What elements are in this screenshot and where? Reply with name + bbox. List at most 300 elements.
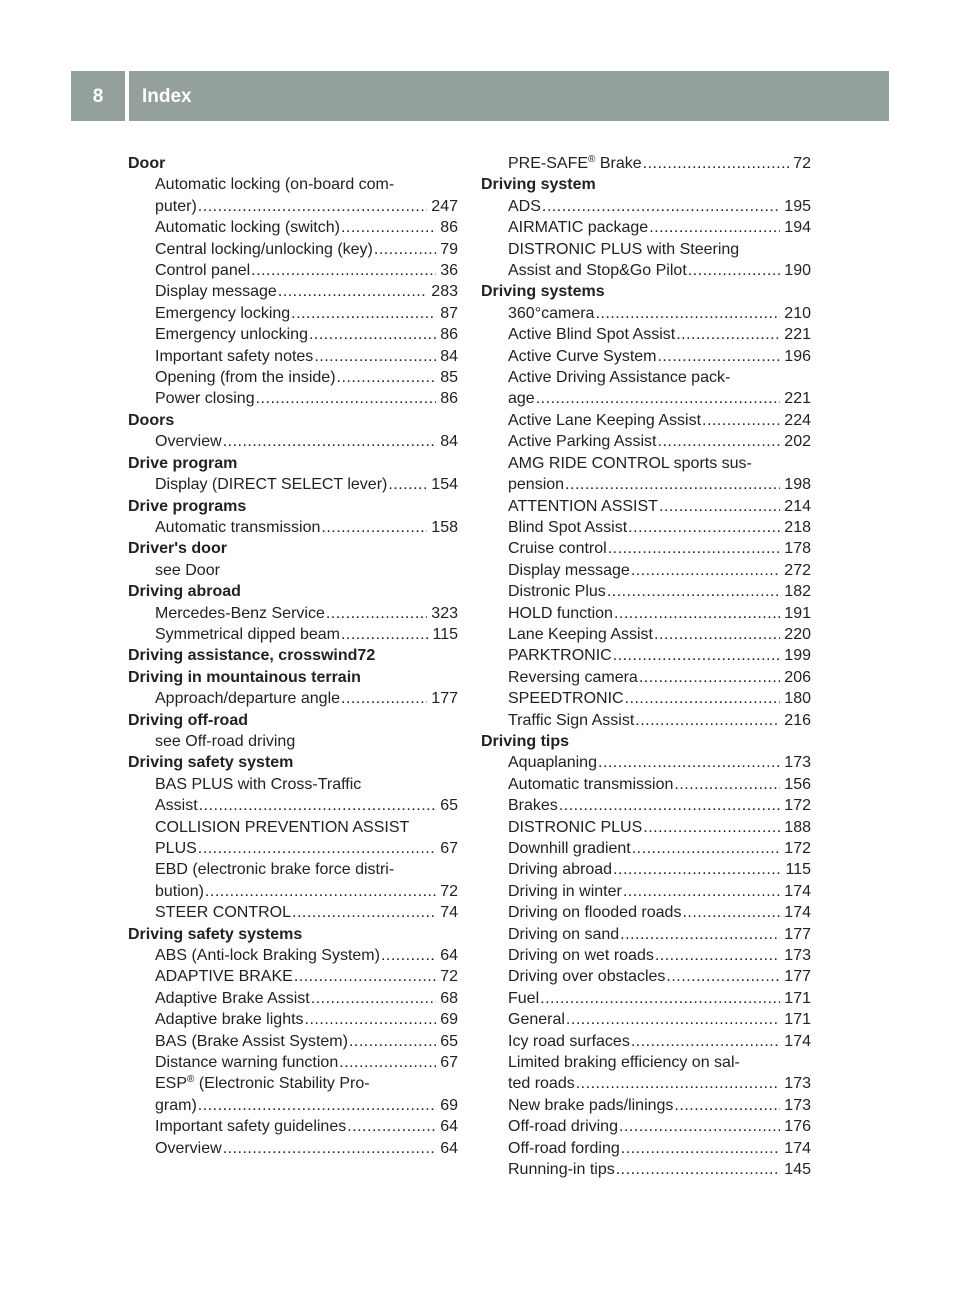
dot-leader [536,388,781,409]
entry-text: Blind Spot Assist [508,518,628,536]
entry-label [508,196,541,217]
entry-text: gram) [155,1096,197,1114]
entry-label [508,431,657,452]
entry-text: Distronic Plus [508,583,606,601]
entry-label [155,346,313,367]
entry-label [508,603,613,624]
index-entry [481,1116,811,1137]
entry-text: see Off-road driving [155,732,296,750]
dot-leader [199,795,437,816]
dot-leader [566,1009,780,1030]
index-heading: Driving systems [481,283,605,301]
index-entry [128,239,458,260]
dot-leader [621,1138,781,1159]
entry-text: Lane Keeping Assist [508,625,653,643]
page-ref: 202 [784,433,811,451]
entry-text: ATTENTION ASSIST [508,497,658,515]
entry-text: New brake pads/linings [508,1096,674,1114]
entry-text: Running-in tips [508,1161,615,1179]
entry-label [508,667,638,688]
entry-text: Cruise control [508,540,607,558]
entry-label [508,924,619,945]
entry-label [508,153,642,174]
index-entry [128,1031,458,1052]
entry-text: age [508,390,535,408]
entry-text: Traffic Sign Assist [508,711,635,729]
index-entry [128,881,458,902]
entry-label [508,966,665,987]
index-entry-text [128,174,458,195]
entry-text: Aquaplaning [508,754,597,772]
page-ref: 72 [357,647,376,665]
entry-text: PLUS [155,840,197,857]
index-entry [481,196,811,217]
entry-text: Display (DIRECT SELECT lever) [155,476,388,494]
page-ref: 214 [784,497,811,515]
index-heading: Drive program [128,454,238,472]
page-ref: 86 [440,219,458,237]
index-entry-text [128,817,458,838]
entry-text: Assist and Stop&Go Pilot [508,262,687,280]
entry-label [508,795,558,816]
page-ref: 188 [784,818,811,836]
entry-text: Mercedes-Benz Service [155,604,325,622]
entry-text: AMG RIDE CONTROL sports sus- [508,454,752,472]
entry-text: Off-road fording [508,1139,620,1157]
index-entry [481,624,811,645]
entry-text: Brake [595,155,642,172]
page-ref: 115 [785,861,811,879]
page-ref: 69 [440,1096,458,1114]
page-ref: 85 [440,369,458,387]
heading-text: Driving assistance, crosswind [128,647,358,665]
entry-label [508,945,654,966]
entry-text: ADAPTIVE BRAKE [155,968,293,986]
entry-label [155,688,340,709]
index-entry-text [481,367,811,388]
index-entry [481,324,811,345]
entry-text: Automatic transmission [508,775,674,793]
index-entry [128,324,458,345]
index-entry [481,859,811,880]
index-entry [481,752,811,773]
entry-label [508,538,607,559]
entry-text: ABS (Anti-lock Braking System) [155,947,380,965]
index-entry [128,795,458,816]
index-entry [481,710,811,731]
entry-text: BAS (Brake Assist System) [155,1032,348,1050]
index-entry [128,624,458,645]
dot-leader [251,260,436,281]
page-ref: 74 [440,904,458,922]
entry-label [155,303,290,324]
page-ref: 173 [784,754,811,772]
index-entry [481,474,811,495]
index-heading: Door [128,155,166,172]
entry-text: AIRMATIC package [508,219,649,237]
entry-label [508,624,653,645]
entry-text: BAS PLUS with Cross-Traffic [155,775,362,793]
dot-leader [666,966,780,987]
page-ref: 64 [440,1118,458,1136]
index-entry-text [481,453,811,474]
page-number: 8 [92,86,104,107]
dot-leader [608,538,781,559]
entry-label [508,517,627,538]
dot-leader [658,431,781,452]
entry-label [155,324,308,345]
page-ref: 283 [431,283,458,301]
dot-leader [635,710,780,731]
entry-text: Adaptive brake lights [155,1011,304,1029]
entry-label [155,966,293,987]
dot-leader [659,496,780,517]
index-column-right [481,153,811,1181]
index-entry [481,260,811,281]
entry-label [155,1095,197,1116]
dot-leader [639,667,780,688]
entry-label [508,1159,615,1180]
entry-label [155,1052,338,1073]
entry-label [508,1138,620,1159]
page-ref: 177 [784,968,811,986]
dot-leader [337,367,437,388]
page-ref: 173 [784,1096,811,1114]
index-entry [128,1138,458,1159]
dot-leader [565,474,780,495]
entry-label [508,688,624,709]
entry-text: Adaptive Brake Assist [155,989,310,1007]
index-entry [128,688,458,709]
dot-leader [625,688,781,709]
dot-leader [559,795,781,816]
dot-leader [341,624,429,645]
page-ref: 176 [784,1118,811,1136]
dot-leader [292,902,436,923]
entry-text: Off-road driving [508,1118,618,1136]
page-ref: 67 [440,1054,458,1072]
entry-label [508,1073,575,1094]
entry-text: Fuel [508,989,540,1007]
entry-text: SPEEDTRONIC [508,690,624,708]
index-entry [481,603,811,624]
dot-leader [205,881,436,902]
page-ref: 174 [784,1032,811,1050]
entry-text: Automatic transmission [155,518,321,536]
dot-leader [339,1052,436,1073]
index-entry [128,1052,458,1073]
entry-text: Active Curve System [508,347,657,365]
entry-label [155,367,336,388]
page-ref: 221 [784,326,811,344]
entry-text: Emergency locking [155,304,291,322]
entry-label [155,624,340,645]
index-heading: Driver's door [128,540,227,558]
dot-leader [341,688,427,709]
entry-text: Assist [155,797,198,815]
entry-label [508,645,612,666]
index-heading: Driving off-road [128,711,248,729]
entry-label [508,752,597,773]
index-entry [481,581,811,602]
index-entry [481,645,811,666]
index-heading: Driving safety systems [128,925,303,943]
dot-leader [657,346,780,367]
index-entry [128,1009,458,1030]
index-entry [128,260,458,281]
index-entry-text [128,859,458,880]
dot-leader [223,431,437,452]
page-ref: 195 [784,197,811,215]
entry-text: ted roads [508,1075,575,1093]
entry-label [155,1116,346,1137]
dot-leader [616,1159,781,1180]
entry-label [155,217,340,238]
index-entry [481,924,811,945]
section-title: Index [142,86,192,107]
index-entry [481,688,811,709]
index-entry [481,774,811,795]
page-ref: 156 [784,775,811,793]
entry-text: HOLD function [508,604,613,622]
page-ref: 86 [440,326,458,344]
dot-leader [682,902,780,923]
index-entry [481,795,811,816]
index-entry [481,966,811,987]
dot-leader [540,988,780,1009]
entry-text: Overview [155,1139,222,1157]
page-ref: 174 [784,882,811,900]
index-heading: Driving in mountainous terrain [128,668,361,686]
entry-text: Driving over obstacles [508,968,666,986]
page-ref: 65 [440,1032,458,1050]
entry-text: Power closing [155,390,255,408]
index-entry-text [481,239,811,260]
page-ref: 86 [440,390,458,408]
index-entry [128,474,458,495]
page-ref: 171 [784,989,811,1007]
index-heading [128,645,458,666]
entry-label [155,517,320,538]
entry-text: Automatic locking (on-board com- [155,176,395,194]
page-ref: 216 [784,711,811,729]
entry-label [155,988,310,1009]
entry-text: Active Driving Assistance pack- [508,369,731,387]
index-heading: Drive programs [128,497,247,515]
entry-label [155,474,387,495]
page-ref: 158 [431,518,458,536]
entry-text: Central locking/unlocking (key) [155,240,373,258]
dot-leader [341,217,436,238]
entry-text: Control panel [155,262,251,280]
index-entry [481,538,811,559]
entry-text: Driving on sand [508,925,620,943]
page-ref: 72 [440,968,458,986]
index-entry-text [481,1052,811,1073]
entry-text: Overview [155,433,222,451]
entry-label [508,388,535,409]
page-ref: 177 [784,925,811,943]
index-entry [128,1095,458,1116]
index-entry [481,153,811,174]
index-entry [128,988,458,1009]
entry-text: Approach/departure angle [155,690,341,708]
index-entry [481,667,811,688]
entry-label [508,410,701,431]
page-ref: 65 [440,797,458,815]
dot-leader [614,603,780,624]
page-ref: 64 [440,1139,458,1157]
dot-leader [643,817,780,838]
page-ref: 198 [784,476,811,494]
index-entry-text [128,774,458,795]
dot-leader [309,324,436,345]
index-entry [481,1159,811,1180]
entry-label [508,902,681,923]
entry-text: Driving in winter [508,882,622,900]
dot-leader [595,303,780,324]
index-entry [481,945,811,966]
dot-leader [649,217,780,238]
entry-text: see Door [155,561,220,579]
entry-text: STEER CONTROL [155,904,292,922]
dot-leader [198,196,428,217]
dot-leader [631,1031,780,1052]
index-entry [481,881,811,902]
page-ref: 174 [784,904,811,922]
dot-leader [311,988,436,1009]
entry-text: Automatic locking (switch) [155,219,340,237]
entry-label [508,1031,630,1052]
page-ref: 172 [784,797,811,815]
entry-text: Reversing camera [508,668,638,686]
entry-text: Important safety guidelines [155,1118,347,1136]
page-ref: 69 [440,1011,458,1029]
dot-leader [388,474,427,495]
dot-leader [198,838,436,859]
index-entry [128,196,458,217]
page-ref: 247 [431,197,458,215]
registered-mark: ® [588,154,596,165]
entry-label [508,817,642,838]
entry-text: Limited braking efficiency on sal- [508,1054,740,1072]
dot-leader [326,603,427,624]
entry-text: Distance warning function [155,1054,339,1072]
index-heading: Doors [128,411,175,429]
dot-leader [598,752,780,773]
dot-leader [291,303,436,324]
entry-label [508,1116,618,1137]
entry-label [155,388,255,409]
index-entry [128,902,458,923]
index-entry [481,388,811,409]
index-heading: Driving system [481,176,596,194]
entry-text: (Electronic Stability Pro- [194,1075,370,1093]
page-ref: 206 [784,668,811,686]
entry-label [508,303,594,324]
index-heading: Driving safety system [128,754,294,772]
entry-label [155,196,197,217]
dot-leader [654,624,780,645]
entry-label [508,346,656,367]
index-entry [481,817,811,838]
entry-text: Opening (from the inside) [155,369,336,387]
index-entry [481,838,811,859]
dot-leader [613,645,781,666]
page-ref: 272 [784,561,811,579]
page-ref: 218 [784,518,811,536]
entry-text: Driving on flooded roads [508,904,682,922]
index-entry [481,902,811,923]
entry-text: General [508,1011,565,1029]
dot-leader [381,945,436,966]
index-entry [481,410,811,431]
index-entry [481,1138,811,1159]
dot-leader [674,1095,780,1116]
dot-leader [576,1073,781,1094]
index-entry [128,388,458,409]
page-ref: 196 [784,347,811,365]
entry-text: Brakes [508,797,558,815]
entry-label [155,239,373,260]
page-ref: 72 [793,155,811,172]
header-divider [125,71,129,121]
index-heading: Driving abroad [128,583,241,601]
page-ref: 171 [784,1011,811,1029]
entry-text: Active Blind Spot Assist [508,326,676,344]
dot-leader [278,281,427,302]
page-ref: 177 [431,690,458,708]
entry-text: Display message [155,283,277,301]
page-ref: 87 [440,304,458,322]
entry-text: ADS [508,197,541,215]
page-ref: 79 [440,240,458,258]
dot-leader [613,859,781,880]
entry-text: Driving on wet roads [508,947,654,965]
dot-leader [632,838,781,859]
entry-text: PARKTRONIC [508,647,612,665]
dot-leader [294,966,436,987]
index-entry [128,346,458,367]
page-ref: 191 [784,604,811,622]
entry-text: DISTRONIC PLUS [508,818,643,836]
dot-leader [623,881,780,902]
entry-text: Active Parking Assist [508,433,657,451]
entry-text: puter) [155,197,197,215]
entry-text: pension [508,476,565,494]
dot-leader [223,1138,437,1159]
entry-label [508,581,606,602]
entry-text: Important safety notes [155,347,314,365]
entry-label [508,710,634,731]
entry-text: EBD (electronic brake force distri- [155,861,395,879]
dot-leader [702,410,780,431]
index-entry [481,517,811,538]
index-entry [128,281,458,302]
page-ref: 145 [784,1161,811,1179]
dot-leader [688,260,781,281]
entry-label [508,859,612,880]
index-entry [128,367,458,388]
index-entry-text [128,560,458,581]
entry-label [508,496,658,517]
index-entry [481,431,811,452]
page-ref: 174 [784,1139,811,1157]
dot-leader [676,324,780,345]
index-column-left [128,153,458,1159]
entry-text: Icy road surfaces [508,1032,630,1050]
entry-text: bution) [155,882,204,900]
